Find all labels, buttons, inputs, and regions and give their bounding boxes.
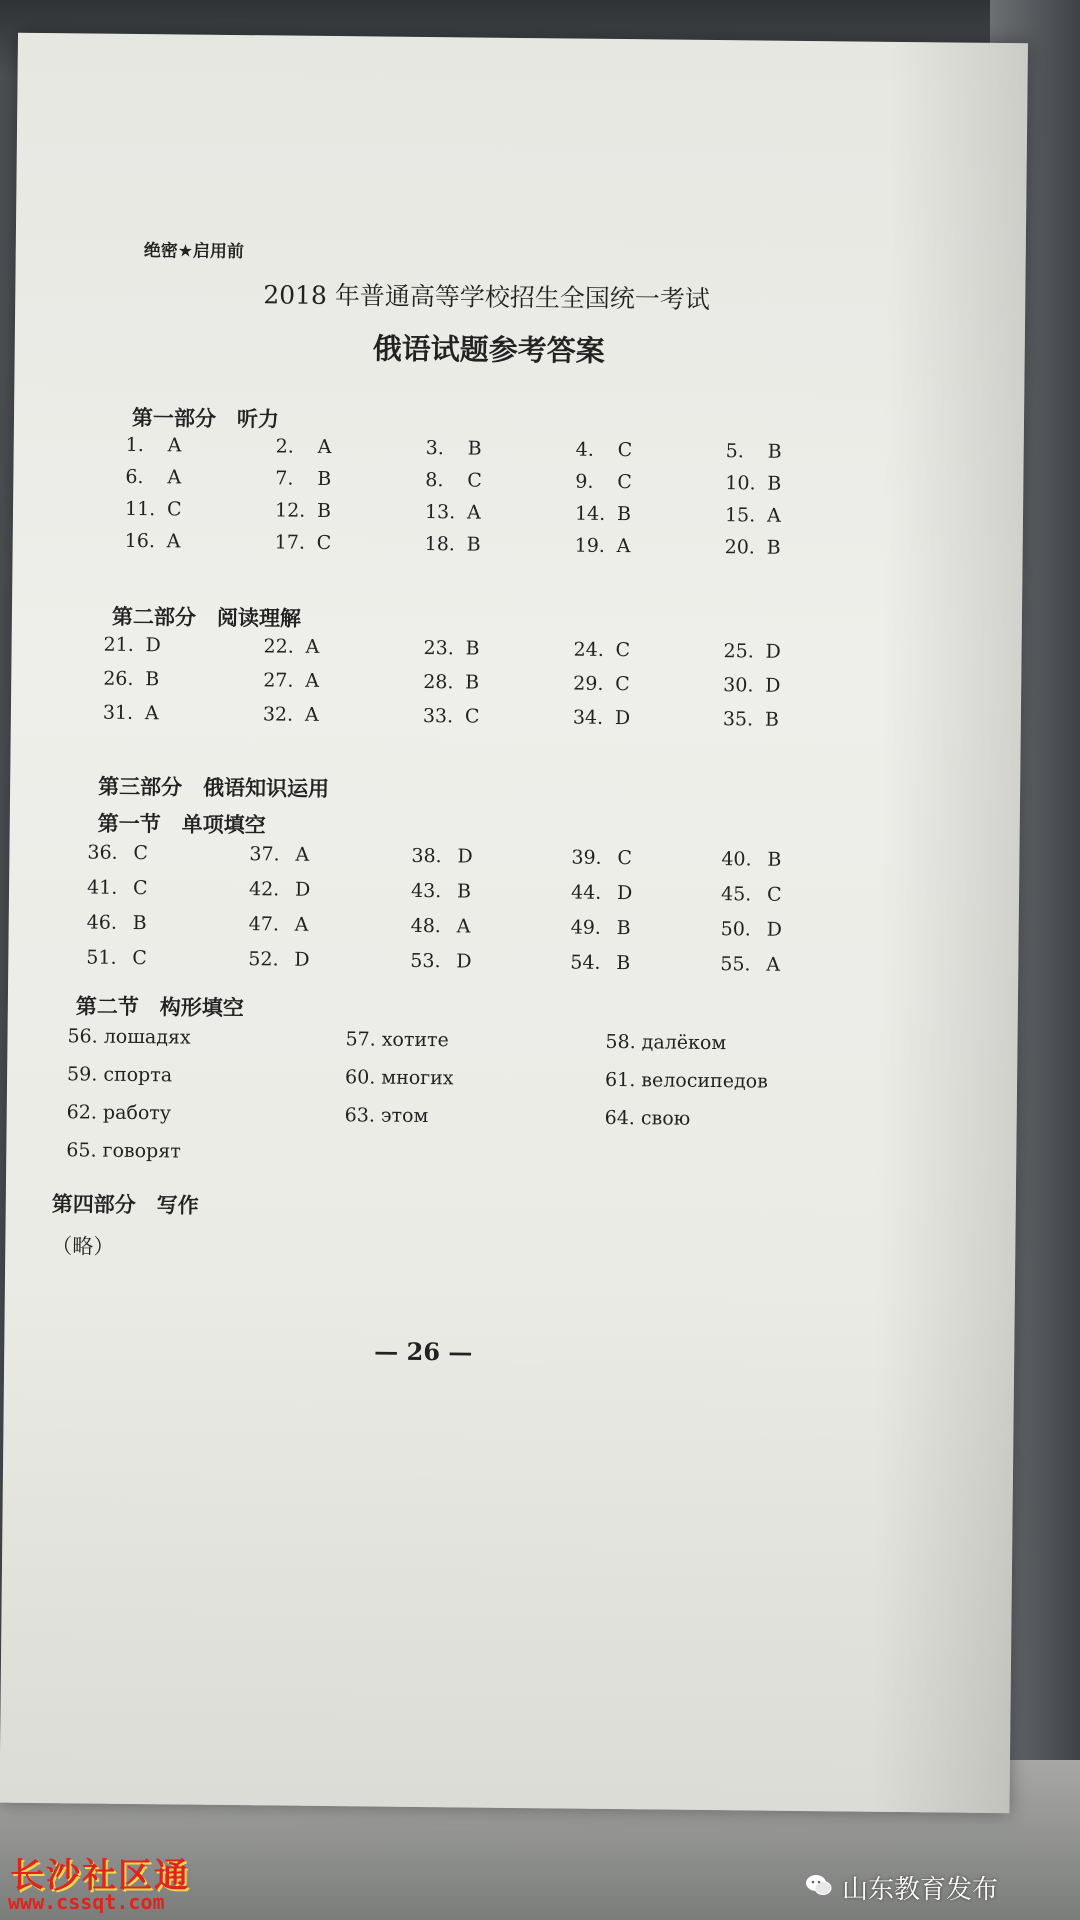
- question-number: 8.: [425, 469, 444, 492]
- question-number: 12.: [274, 499, 306, 522]
- wechat-icon: [804, 1870, 834, 1900]
- answer-letter: A: [766, 504, 781, 527]
- question-number: 24.: [573, 638, 604, 661]
- answer-letter: C: [766, 883, 782, 906]
- answer-letter: A: [294, 913, 309, 936]
- page-number: — 26 —: [374, 1336, 473, 1367]
- fill-in-answer: 64. свою: [604, 1106, 691, 1130]
- answer-letter: B: [616, 917, 631, 940]
- question-number: 27.: [263, 669, 294, 692]
- question-number: 13.: [424, 501, 456, 524]
- answer-letter: D: [765, 674, 781, 697]
- answer-letter: D: [294, 948, 310, 971]
- part4-note: （略）: [51, 1234, 115, 1259]
- answer-letter: B: [466, 533, 481, 556]
- question-number: 55.: [720, 953, 751, 976]
- fill-in-answer: 57. хотите: [345, 1028, 449, 1052]
- answer-letter: C: [316, 531, 332, 555]
- question-number: 40.: [721, 848, 752, 871]
- question-number: 23.: [423, 636, 454, 660]
- answer-letter: B: [764, 708, 779, 731]
- answer-letter: D: [614, 707, 631, 730]
- question-number: 17.: [274, 531, 306, 554]
- answer-letter: A: [167, 434, 182, 457]
- question-number: 50.: [720, 918, 752, 941]
- fill-in-answer: 59. спорта: [67, 1063, 173, 1087]
- fill-in-answer: 65. говорят: [66, 1139, 181, 1163]
- question-number: 11.: [124, 497, 156, 521]
- fill-in-answer: 62. работу: [66, 1101, 172, 1125]
- answer-letter: D: [616, 882, 633, 905]
- answer-letter: B: [616, 952, 631, 975]
- answer-letter: C: [467, 469, 483, 492]
- answer-letter: A: [167, 466, 182, 489]
- answer-letter: B: [465, 671, 480, 694]
- question-number: 18.: [424, 532, 456, 556]
- answer-letter: A: [304, 703, 319, 726]
- answer-letter: C: [133, 841, 149, 865]
- answer-letter: B: [767, 440, 782, 463]
- question-number: 30.: [723, 674, 754, 697]
- part1-heading: 第一部分 听力: [131, 405, 280, 432]
- question-number: 52.: [248, 948, 279, 971]
- answer-letter: B: [317, 467, 332, 491]
- question-number: 16.: [124, 529, 156, 553]
- answer-letter: A: [166, 530, 181, 553]
- part2-heading: 第二部分 阅读理解: [111, 604, 302, 631]
- question-number: 3.: [425, 437, 444, 460]
- question-number: 32.: [262, 703, 294, 726]
- question-number: 49.: [570, 916, 602, 939]
- answer-letter: A: [295, 843, 310, 866]
- question-number: 42.: [248, 878, 280, 901]
- answer-letter: C: [617, 439, 633, 462]
- watermark-brand: 山东教育发布: [842, 1875, 999, 1905]
- answer-letter: C: [615, 673, 630, 696]
- question-number: 15.: [724, 504, 756, 527]
- answer-letter: B: [132, 911, 147, 935]
- question-number: 45.: [720, 883, 752, 906]
- answer-letter: C: [464, 705, 480, 728]
- fill-in-answer: 63. этом: [344, 1104, 429, 1128]
- answer-letter: B: [766, 536, 781, 559]
- part3-section1-heading: 第一节 单项填空: [97, 811, 266, 838]
- answer-letter: A: [144, 702, 159, 725]
- answer-letter: D: [145, 634, 161, 657]
- answer-letter: A: [305, 635, 320, 658]
- question-number: 29.: [573, 672, 604, 695]
- answer-letter: D: [765, 640, 781, 663]
- part3-heading: 第三部分 俄语知识运用: [98, 774, 330, 802]
- answer-letter: C: [617, 847, 633, 870]
- fill-in-answer: 60. многих: [344, 1066, 454, 1090]
- question-number: 44.: [570, 881, 602, 904]
- document-subtitle: 俄语试题参考答案: [372, 331, 605, 368]
- answer-letter: B: [767, 848, 782, 871]
- answer-letter: B: [767, 472, 782, 495]
- question-number: 1.: [125, 433, 144, 457]
- question-number: 48.: [410, 914, 442, 938]
- answer-letter: B: [145, 668, 160, 691]
- question-number: 14.: [574, 502, 606, 525]
- question-number: 51.: [86, 946, 117, 969]
- question-number: 5.: [725, 440, 744, 463]
- answer-letter: A: [317, 435, 332, 459]
- fill-in-answer: 56. лошадях: [67, 1025, 191, 1049]
- answer-letter: A: [466, 501, 481, 524]
- answer-letter: B: [316, 499, 332, 523]
- answer-letter: D: [457, 845, 473, 868]
- part4-heading: 第四部分 写作: [51, 1192, 199, 1218]
- question-number: 43.: [410, 879, 442, 903]
- question-number: 54.: [570, 951, 601, 974]
- exam-title: 2018 年普通高等学校招生全国统一考试: [263, 280, 711, 314]
- question-number: 19.: [574, 534, 606, 557]
- question-number: 46.: [86, 911, 118, 934]
- question-number: 39.: [571, 846, 602, 869]
- answer-letter: B: [465, 637, 480, 660]
- question-number: 34.: [572, 706, 604, 729]
- question-number: 26.: [103, 667, 134, 690]
- confidential-label: 绝密★启用前: [143, 241, 245, 263]
- fill-in-answer: 58. далёком: [605, 1030, 727, 1055]
- question-number: 7.: [275, 467, 294, 490]
- question-number: 4.: [575, 438, 594, 461]
- question-number: 41.: [86, 876, 118, 899]
- answer-letter: B: [616, 503, 632, 526]
- answer-letter: D: [294, 878, 311, 901]
- question-number: 28.: [423, 670, 454, 694]
- question-number: 33.: [422, 704, 454, 728]
- answer-letter: A: [616, 535, 631, 558]
- question-number: 22.: [263, 635, 294, 658]
- answer-letter: C: [132, 946, 148, 970]
- question-number: 25.: [723, 640, 754, 663]
- answer-letter: C: [132, 876, 148, 900]
- answer-letter: B: [456, 880, 472, 903]
- answer-letter: D: [456, 950, 472, 973]
- part3-section2-heading: 第二节 构形填空: [75, 994, 244, 1021]
- question-number: 9.: [575, 470, 594, 493]
- question-number: 53.: [410, 949, 441, 973]
- question-number: 35.: [722, 708, 754, 731]
- answer-letter: D: [766, 918, 783, 941]
- answer-letter: B: [467, 437, 482, 460]
- answer-letter: C: [166, 498, 182, 521]
- answer-letter: A: [766, 953, 781, 976]
- watermark-url: www.cssqt.com: [8, 1890, 165, 1914]
- question-number: 6.: [125, 465, 144, 489]
- question-number: 20.: [724, 536, 756, 559]
- question-number: 10.: [725, 472, 756, 495]
- question-number: 21.: [103, 633, 134, 656]
- answer-letter: A: [456, 915, 471, 938]
- answer-letter: A: [305, 669, 320, 692]
- answer-letter: C: [617, 471, 633, 494]
- answer-letter: C: [615, 639, 631, 662]
- question-number: 37.: [249, 843, 280, 866]
- watermark-logo-text: 长沙社区通: [10, 1856, 190, 1896]
- question-number: 2.: [275, 435, 294, 458]
- question-number: 31.: [102, 701, 134, 724]
- question-number: 47.: [248, 913, 280, 936]
- fill-in-answer: 61. велосипедов: [604, 1068, 768, 1093]
- question-number: 36.: [87, 841, 118, 864]
- question-number: 38.: [411, 844, 442, 868]
- answer-sheet-page: [0, 33, 1028, 1813]
